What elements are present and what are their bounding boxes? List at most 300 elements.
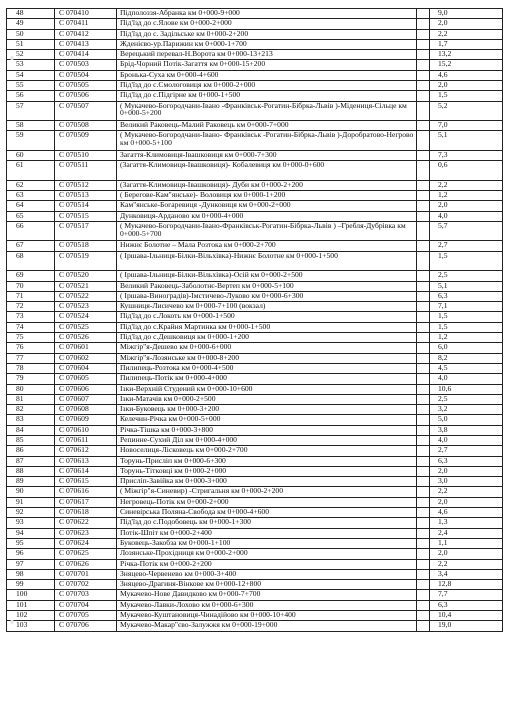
road-name-cell: ( Міжгір"я-Синевир) -Стригальня км 0+000-2+200: [117, 487, 417, 497]
road-name-cell: Торунь-Присліп км 0+000-6+300: [117, 456, 417, 466]
table-row: [7, 312, 503, 322]
road-name-cell: (Загаття-Климовиця-Івашковиця)- Дуби км 0+000-2+200: [117, 180, 417, 190]
row-number-cell: 54: [7, 70, 55, 80]
empty-cell: [417, 363, 430, 373]
road-code-cell: C 070624: [55, 538, 117, 548]
road-length-cell: 4,0: [430, 436, 503, 446]
row-number-cell: 64: [7, 201, 55, 211]
table-row: [7, 29, 503, 39]
road-name-cell: ( Іршава-Ільниця-Білки-Вільхівка)-Осій км 0+000-2+500: [117, 271, 417, 281]
road-length-cell: 2,2: [430, 180, 503, 190]
road-length-cell: 1,3: [430, 518, 503, 528]
road-name-cell: Під'їзд до с.Подобовець км 0+000-1+300: [117, 518, 417, 528]
row-number-cell: 84: [7, 425, 55, 435]
table-row: [7, 363, 503, 373]
table-row: [7, 291, 503, 301]
road-name-cell: Під'їзд до с.Смологовиця км 0+000-2+000: [117, 81, 417, 91]
table-row: [7, 611, 503, 621]
row-number-cell: 53: [7, 60, 55, 70]
document-page: [6, 8, 502, 716]
road-length-cell: 2,0: [430, 549, 503, 559]
empty-cell: [417, 91, 430, 101]
road-length-cell: 0,6: [430, 161, 503, 181]
empty-cell: [417, 569, 430, 579]
row-number-cell: 76: [7, 343, 55, 353]
road-length-cell: 6,0: [430, 343, 503, 353]
row-number-cell: 52: [7, 50, 55, 60]
empty-cell: [417, 456, 430, 466]
road-code-cell: C 070509: [55, 131, 117, 151]
table-row: [7, 384, 503, 394]
row-number-cell: 81: [7, 394, 55, 404]
road-code-cell: C 070518: [55, 241, 117, 251]
road-code-cell: C 070412: [55, 29, 117, 39]
row-number-cell: 90: [7, 487, 55, 497]
road-length-cell: 5,1: [430, 131, 503, 151]
road-length-cell: 7,3: [430, 150, 503, 160]
road-length-cell: 7,0: [430, 121, 503, 131]
table-row: [7, 621, 503, 631]
empty-cell: [417, 508, 430, 518]
road-length-cell: 1,2: [430, 333, 503, 343]
road-length-cell: 2,2: [430, 29, 503, 39]
row-number-cell: 56: [7, 91, 55, 101]
row-number-cell: 83: [7, 415, 55, 425]
table-row: [7, 180, 503, 190]
row-number-cell: 61: [7, 161, 55, 181]
road-name-cell: ( Мукачево-Богородчани-Івано -Франківськ-Рогатин-Бібрка-Львів )-Мідениця-Сільце км 0+000-5+200: [117, 101, 417, 121]
row-number-cell: 65: [7, 211, 55, 221]
road-code-cell: C 070506: [55, 91, 117, 101]
table-row: [7, 333, 503, 343]
table-row: [7, 70, 503, 80]
table-row: [7, 211, 503, 221]
row-number-cell: 72: [7, 302, 55, 312]
road-code-cell: C 070521: [55, 281, 117, 291]
road-code-cell: C 070515: [55, 211, 117, 221]
road-length-cell: 2,2: [430, 487, 503, 497]
road-length-cell: 6,3: [430, 456, 503, 466]
road-name-cell: Келечин-Річка км 0+000-5+000: [117, 415, 417, 425]
road-code-cell: C 070609: [55, 415, 117, 425]
road-code-cell: C 070604: [55, 363, 117, 373]
road-name-cell: Мукачево-Нове Давидково км 0+000-7+700: [117, 590, 417, 600]
table-row: [7, 50, 503, 60]
row-number-cell: 87: [7, 456, 55, 466]
empty-cell: [417, 415, 430, 425]
road-name-cell: Мукачево-Лавки-Лохово км 0+000-6+300: [117, 600, 417, 610]
row-number-cell: 57: [7, 101, 55, 121]
road-length-cell: 8,2: [430, 353, 503, 363]
road-length-cell: 1,2: [430, 191, 503, 201]
row-number-cell: 82: [7, 405, 55, 415]
road-code-cell: C 070414: [55, 50, 117, 60]
empty-cell: [417, 302, 430, 312]
empty-cell: [417, 466, 430, 476]
road-name-cell: Ізки-Верхній Студений км 0+000-10+600: [117, 384, 417, 394]
road-length-cell: 5,2: [430, 101, 503, 121]
table-row: [7, 353, 503, 363]
road-name-cell: Зняцево-Червенево км 0+000-3+400: [117, 569, 417, 579]
row-number-cell: 62: [7, 180, 55, 190]
empty-cell: [417, 150, 430, 160]
binder-hole-mark: [10, 620, 14, 624]
road-code-cell: C 070701: [55, 569, 117, 579]
table-row: [7, 538, 503, 548]
road-length-cell: 2,0: [430, 466, 503, 476]
road-length-cell: 13,2: [430, 50, 503, 60]
road-length-cell: 15,2: [430, 60, 503, 70]
row-number-cell: 69: [7, 271, 55, 281]
road-code-cell: C 070524: [55, 312, 117, 322]
empty-cell: [417, 322, 430, 332]
road-code-cell: C 070413: [55, 39, 117, 49]
row-number-cell: 59: [7, 131, 55, 151]
road-name-cell: ( Іршава-Ільниця-Білки-Вільхівка)-Нижнє Болотне км 0+000-1+500: [117, 251, 417, 271]
table-row: [7, 446, 503, 456]
empty-cell: [417, 211, 430, 221]
row-number-cell: 58: [7, 121, 55, 131]
road-code-cell: C 070411: [55, 19, 117, 29]
road-code-cell: C 070622: [55, 518, 117, 528]
road-name-cell: ( Мукачево-Богородчани-Івано-Франківськ-Рогатин-Бібрка-Львів ) –Гребля-Дубрівка км 0+000-5+700: [117, 221, 417, 241]
road-name-cell: Новоселиця-Лісковець км 0+000-2+700: [117, 446, 417, 456]
table-row: [7, 487, 503, 497]
empty-cell: [417, 611, 430, 621]
empty-cell: [417, 19, 430, 29]
road-code-cell: C 070514: [55, 201, 117, 211]
empty-cell: [417, 580, 430, 590]
empty-cell: [417, 161, 430, 181]
road-code-cell: C 070607: [55, 394, 117, 404]
empty-cell: [417, 528, 430, 538]
road-code-cell: C 070612: [55, 446, 117, 456]
row-number-cell: 71: [7, 291, 55, 301]
road-length-cell: 3,8: [430, 425, 503, 435]
road-name-cell: Кам"янське-Богаревиця -Дунковиця км 0+000-2+000: [117, 201, 417, 211]
row-number-cell: 79: [7, 374, 55, 384]
table-row: [7, 322, 503, 332]
table-row: [7, 19, 503, 29]
road-name-cell: ( Берегове-Кам"янське)- Воловиця км 0+000-1+200: [117, 191, 417, 201]
table-row: [7, 580, 503, 590]
empty-cell: [417, 29, 430, 39]
empty-cell: [417, 70, 430, 80]
row-number-cell: 73: [7, 312, 55, 322]
row-number-cell: 89: [7, 477, 55, 487]
table-row: [7, 91, 503, 101]
road-code-cell: C 070526: [55, 333, 117, 343]
row-number-cell: 96: [7, 549, 55, 559]
road-length-cell: 4,6: [430, 70, 503, 80]
empty-cell: [417, 180, 430, 190]
table-row: [7, 415, 503, 425]
road-code-cell: C 070610: [55, 425, 117, 435]
road-code-cell: C 070614: [55, 466, 117, 476]
row-number-cell: 91: [7, 497, 55, 507]
road-name-cell: Ізки-Буковець км 0+000-3+200: [117, 405, 417, 415]
road-code-cell: C 070615: [55, 477, 117, 487]
table-row: [7, 477, 503, 487]
road-name-cell: Підполоззя-Абранка км 0+000-9+000: [117, 9, 417, 19]
road-name-cell: Під'їзд до с. Задільське км 0+000-2+200: [117, 29, 417, 39]
empty-cell: [417, 201, 430, 211]
binder-hole-mark: [10, 56, 14, 60]
road-length-cell: 6,3: [430, 600, 503, 610]
table-row: [7, 251, 503, 271]
road-name-cell: Торунь-Тітковці км 0+000-2+000: [117, 466, 417, 476]
road-length-cell: 5,7: [430, 221, 503, 241]
empty-cell: [417, 621, 430, 631]
table-row: [7, 60, 503, 70]
road-length-cell: 7,7: [430, 590, 503, 600]
road-code-cell: C 070705: [55, 611, 117, 621]
empty-cell: [417, 251, 430, 271]
road-code-cell: C 070702: [55, 580, 117, 590]
road-length-cell: 7,1: [430, 302, 503, 312]
road-length-cell: 1,7: [430, 39, 503, 49]
road-code-cell: C 070507: [55, 101, 117, 121]
empty-cell: [417, 477, 430, 487]
road-code-cell: C 070523: [55, 302, 117, 312]
empty-cell: [417, 60, 430, 70]
row-number-cell: 63: [7, 191, 55, 201]
road-name-cell: Буковець-Закобза км 0+000-1+100: [117, 538, 417, 548]
road-code-cell: C 070608: [55, 405, 117, 415]
table-row: [7, 271, 503, 281]
road-name-cell: Верецький перевал-Н.Ворота км 0+000-13+213: [117, 50, 417, 60]
empty-cell: [417, 281, 430, 291]
road-length-cell: 3,2: [430, 405, 503, 415]
empty-cell: [417, 446, 430, 456]
road-length-cell: 9,0: [430, 9, 503, 19]
road-code-cell: C 070616: [55, 487, 117, 497]
table-row: [7, 191, 503, 201]
road-length-cell: 1,1: [430, 538, 503, 548]
road-length-cell: 1,5: [430, 322, 503, 332]
empty-cell: [417, 353, 430, 363]
road-length-cell: 2,0: [430, 81, 503, 91]
road-length-cell: 2,7: [430, 446, 503, 456]
row-number-cell: 85: [7, 436, 55, 446]
road-code-cell: C 070511: [55, 161, 117, 181]
row-number-cell: 94: [7, 528, 55, 538]
road-code-cell: C 070503: [55, 60, 117, 70]
empty-cell: [417, 131, 430, 151]
road-length-cell: 2,0: [430, 19, 503, 29]
empty-cell: [417, 600, 430, 610]
road-name-cell: Міжгір"я-Дешево км 0+000-6+000: [117, 343, 417, 353]
road-name-cell: Потік-Шпіт км 0+000-2+400: [117, 528, 417, 538]
road-length-cell: 2,5: [430, 271, 503, 281]
road-code-cell: C 070525: [55, 322, 117, 332]
road-length-cell: 5,0: [430, 415, 503, 425]
road-code-cell: C 070623: [55, 528, 117, 538]
road-name-cell: Мукачево-Куштановиця-Чинадійово км 0+000-10+400: [117, 611, 417, 621]
row-number-cell: 100: [7, 590, 55, 600]
road-code-cell: C 070505: [55, 81, 117, 91]
row-number-cell: 66: [7, 221, 55, 241]
empty-cell: [417, 312, 430, 322]
road-length-cell: 4,5: [430, 363, 503, 373]
road-length-cell: 5,1: [430, 281, 503, 291]
road-name-cell: Великий Раковець-Малий Раковець км 0+000-7+000: [117, 121, 417, 131]
empty-cell: [417, 590, 430, 600]
road-length-cell: 2,0: [430, 201, 503, 211]
road-name-cell: Загаття-Климовиця-Івашковиця км 0+000-7+300: [117, 150, 417, 160]
road-name-cell: Репинне-Сухий Діл км 0+000-4+000: [117, 436, 417, 446]
empty-cell: [417, 497, 430, 507]
road-name-cell: Брід-Чорний Потік-Загаття км 0+000-15+200: [117, 60, 417, 70]
road-length-cell: 1,5: [430, 91, 503, 101]
row-number-cell: 95: [7, 538, 55, 548]
table-row: [7, 600, 503, 610]
road-code-cell: C 070504: [55, 70, 117, 80]
row-number-cell: 48: [7, 9, 55, 19]
table-row: [7, 456, 503, 466]
road-name-cell: Негровець-Потік км 0+000-2+000: [117, 497, 417, 507]
empty-cell: [417, 559, 430, 569]
row-number-cell: 102: [7, 611, 55, 621]
road-code-cell: C 070513: [55, 191, 117, 201]
row-number-cell: 50: [7, 29, 55, 39]
empty-cell: [417, 333, 430, 343]
road-length-cell: 3,0: [430, 477, 503, 487]
row-number-cell: 74: [7, 322, 55, 332]
road-length-cell: 10,4: [430, 611, 503, 621]
table-row: [7, 559, 503, 569]
row-number-cell: 99: [7, 580, 55, 590]
empty-cell: [417, 405, 430, 415]
empty-cell: [417, 425, 430, 435]
row-number-cell: 78: [7, 363, 55, 373]
table-row: [7, 131, 503, 151]
road-code-cell: C 070606: [55, 384, 117, 394]
table-row: [7, 436, 503, 446]
empty-cell: [417, 241, 430, 251]
road-name-cell: Нижнє Болотне – Мала Розтока км 0+000-2+700: [117, 241, 417, 251]
table-row: [7, 81, 503, 91]
road-name-cell: ( Мукачево-Богородчани-Івано- Франківськ -Рогатин-Бібрка-Львів )-Доробратово-Негрово км 0+000-5+100: [117, 131, 417, 151]
empty-cell: [417, 384, 430, 394]
road-name-cell: Присліп-Завійка км 0+000-3+000: [117, 477, 417, 487]
road-length-cell: 1,5: [430, 312, 503, 322]
table-row: [7, 425, 503, 435]
road-name-cell: Під'їзд до с.Дешковиця км 0+000-1+200: [117, 333, 417, 343]
row-number-cell: 93: [7, 518, 55, 528]
road-code-cell: C 070602: [55, 353, 117, 363]
empty-cell: [417, 81, 430, 91]
road-name-cell: Під'їзд до с.Ялове км 0+000-2+000: [117, 19, 417, 29]
row-number-cell: 68: [7, 251, 55, 271]
table-row: [7, 343, 503, 353]
road-code-cell: C 070617: [55, 497, 117, 507]
empty-cell: [417, 271, 430, 281]
table-row: [7, 281, 503, 291]
road-name-cell: Жденієво-ур.Парижин км 0+000-1+700: [117, 39, 417, 49]
row-number-cell: 88: [7, 466, 55, 476]
table-row: [7, 9, 503, 19]
table-row: [7, 549, 503, 559]
table-row: [7, 518, 503, 528]
road-name-cell: Великий Раковець-Заболотнє-Вертеп км 0+000-5+100: [117, 281, 417, 291]
road-code-cell: C 070520: [55, 271, 117, 281]
road-name-cell: Мукачево-Макар"єво-Залужжя км 0+000-19+000: [117, 621, 417, 631]
road-length-cell: 3,4: [430, 569, 503, 579]
table-row: [7, 569, 503, 579]
road-code-cell: C 070508: [55, 121, 117, 131]
road-length-cell: 12,8: [430, 580, 503, 590]
road-code-cell: C 070706: [55, 621, 117, 631]
road-code-cell: C 070512: [55, 180, 117, 190]
road-code-cell: C 070522: [55, 291, 117, 301]
empty-cell: [417, 487, 430, 497]
row-number-cell: 49: [7, 19, 55, 29]
road-code-cell: C 070510: [55, 150, 117, 160]
road-length-cell: 4,0: [430, 374, 503, 384]
road-code-cell: C 070703: [55, 590, 117, 600]
row-number-cell: 80: [7, 384, 55, 394]
road-length-cell: 1,5: [430, 251, 503, 271]
empty-cell: [417, 374, 430, 384]
table-row: [7, 150, 503, 160]
road-name-cell: Кушниця-Лисичево км 0+000-7+100 (вокзал): [117, 302, 417, 312]
road-name-cell: (Загаття-Климовиця-Івашковиця)- Кобалевиця км 0+000-0+600: [117, 161, 417, 181]
road-name-cell: Ізки-Матачів км 0+000-2+500: [117, 394, 417, 404]
road-code-cell: C 070626: [55, 559, 117, 569]
table-row: [7, 121, 503, 131]
road-length-cell: 10,6: [430, 384, 503, 394]
road-name-cell: Синевірська Поляна-Свобода км 0+000-4+600: [117, 508, 417, 518]
road-length-cell: 4,0: [430, 211, 503, 221]
empty-cell: [417, 191, 430, 201]
row-number-cell: 92: [7, 508, 55, 518]
table-row: [7, 508, 503, 518]
empty-cell: [417, 221, 430, 241]
road-length-cell: 4,6: [430, 508, 503, 518]
road-code-cell: C 070517: [55, 221, 117, 241]
row-number-cell: 51: [7, 39, 55, 49]
empty-cell: [417, 549, 430, 559]
row-number-cell: 60: [7, 150, 55, 160]
table-row: [7, 497, 503, 507]
road-code-cell: C 070611: [55, 436, 117, 446]
roads-table: [6, 8, 503, 632]
road-name-cell: Зняцево-Драгиня-Вінкове км 0+000-12+800: [117, 580, 417, 590]
road-name-cell: Дунковиця-Арданово км 0+000-4+000: [117, 211, 417, 221]
table-row: [7, 466, 503, 476]
road-name-cell: Лозянське-Прохідниця км 0+000-2+000: [117, 549, 417, 559]
row-number-cell: 98: [7, 569, 55, 579]
empty-cell: [417, 538, 430, 548]
road-code-cell: C 070410: [55, 9, 117, 19]
empty-cell: [417, 436, 430, 446]
table-row: [7, 374, 503, 384]
road-name-cell: Під'їзд до с.Підгірне км 0+000-1+500: [117, 91, 417, 101]
empty-cell: [417, 291, 430, 301]
table-row: [7, 528, 503, 538]
road-length-cell: 2,2: [430, 559, 503, 569]
table-row: [7, 241, 503, 251]
empty-cell: [417, 121, 430, 131]
road-code-cell: C 070618: [55, 508, 117, 518]
table-row: [7, 201, 503, 211]
road-name-cell: Міжгір"я-Лозянське км 0+000-8+200: [117, 353, 417, 363]
table-row: [7, 405, 503, 415]
table-row: [7, 302, 503, 312]
road-name-cell: Бронька-Суха км 0+000-4+600: [117, 70, 417, 80]
row-number-cell: 67: [7, 241, 55, 251]
